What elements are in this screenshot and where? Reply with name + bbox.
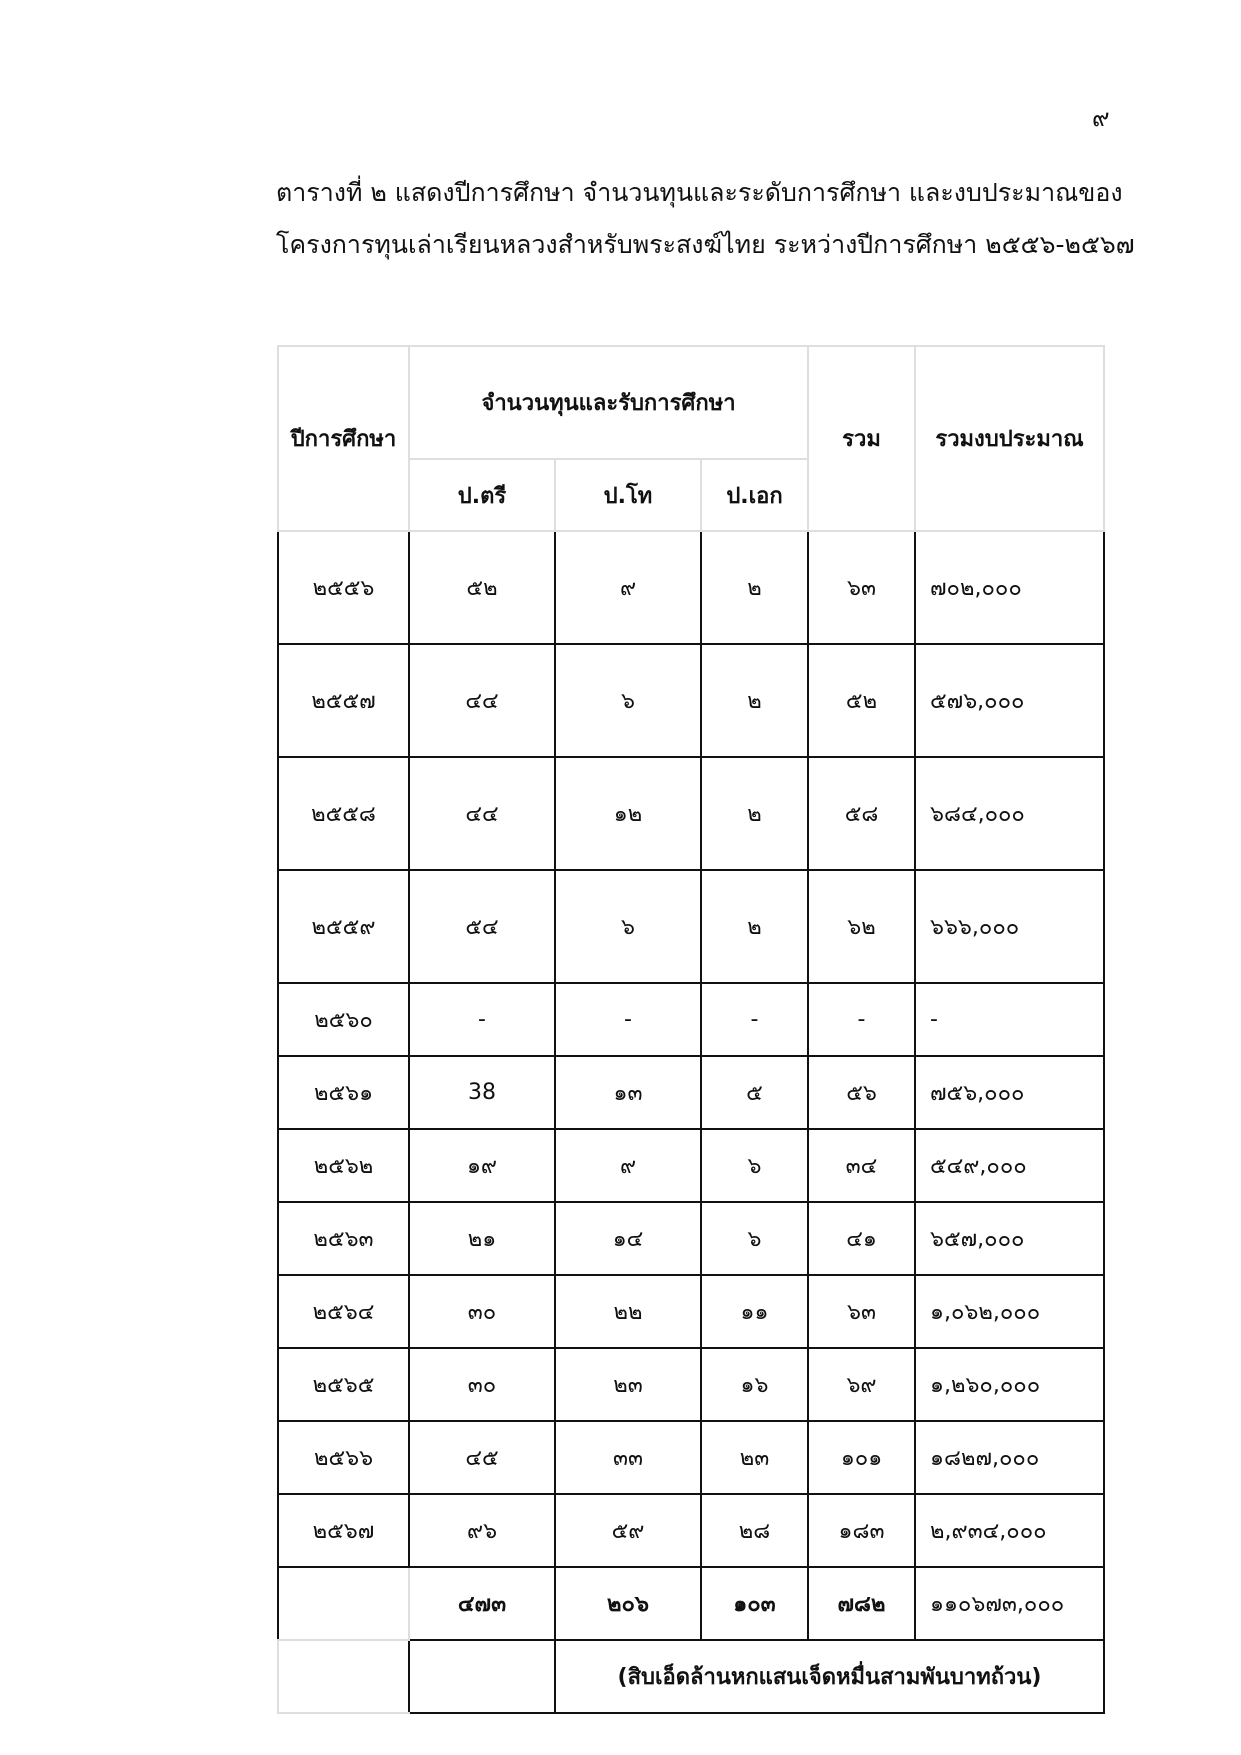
table-row [278, 757, 1104, 870]
cell-budget: ๕๗๖,๐๐๐ [915, 644, 1104, 757]
cell-bachelor: ๔๔ [409, 757, 555, 870]
total-total: ๗๘๒ [808, 1567, 915, 1640]
totals-row [278, 1567, 1104, 1640]
cell-year: ๒๕๖๑ [278, 1056, 409, 1129]
total-budget: ๑๑๐๖๗๓,๐๐๐ [915, 1567, 1104, 1640]
header-row [278, 346, 1104, 459]
cell-master: ๖ [555, 644, 701, 757]
amount-in-words: (สิบเอ็ดล้านหกแสนเจ็ดหมื่นสามพันบาทถ้วน) [555, 1640, 1104, 1713]
table-row [278, 1494, 1104, 1567]
cell-bachelor: ๓๐ [409, 1275, 555, 1348]
total-master: ๒๐๖ [555, 1567, 701, 1640]
table-caption [276, 167, 1135, 271]
cell-budget: ๗๐๒,๐๐๐ [915, 531, 1104, 644]
cell-total: ๖๒ [808, 870, 915, 983]
cell-total: ๕๖ [808, 1056, 915, 1129]
cell-budget: ๖๘๔,๐๐๐ [915, 757, 1104, 870]
cell-year: ๒๕๕๗ [278, 644, 409, 757]
cell-doctor: ๕ [701, 1056, 808, 1129]
cell-total: ๑๘๓ [808, 1494, 915, 1567]
cell-total: ๖๓ [808, 531, 915, 644]
cell-doctor: ๖ [701, 1129, 808, 1202]
cell-doctor: ๑๖ [701, 1348, 808, 1421]
cell-budget: ๑,๒๖๐,๐๐๐ [915, 1348, 1104, 1421]
total-bachelor: ๔๗๓ [409, 1567, 555, 1640]
total-doctor: ๑๐๓ [701, 1567, 808, 1640]
cell-budget: ๗๕๖,๐๐๐ [915, 1056, 1104, 1129]
table-row [278, 1348, 1104, 1421]
cell-bachelor: - [409, 983, 555, 1056]
cell-bachelor: ๕๔ [409, 870, 555, 983]
header-scholarship-group: จำนวนทุนและรับการศึกษา [409, 346, 808, 459]
table-row [278, 870, 1104, 983]
cell-year: ๒๕๖๗ [278, 1494, 409, 1567]
cell-total: ๖๙ [808, 1348, 915, 1421]
cell-budget: ๖๖๖,๐๐๐ [915, 870, 1104, 983]
scholarship-budget-table [277, 345, 1105, 1714]
cell-master: ๙ [555, 531, 701, 644]
cell-total: ๕๘ [808, 757, 915, 870]
cell-master: ๒๒ [555, 1275, 701, 1348]
cell-total: ๔๑ [808, 1202, 915, 1275]
cell-bachelor: ๙๖ [409, 1494, 555, 1567]
cell-year: ๒๕๕๖ [278, 531, 409, 644]
table-row [278, 531, 1104, 644]
cell-master: - [555, 983, 701, 1056]
cell-master: ๙ [555, 1129, 701, 1202]
table-row [278, 1202, 1104, 1275]
cell-bachelor: ๒๑ [409, 1202, 555, 1275]
cell-budget: ๑๘๒๗,๐๐๐ [915, 1421, 1104, 1494]
cell-master: ๓๓ [555, 1421, 701, 1494]
cell-doctor: ๑๑ [701, 1275, 808, 1348]
cell-budget: ๖๕๗,๐๐๐ [915, 1202, 1104, 1275]
cell-bachelor: 38 [409, 1056, 555, 1129]
words-empty [409, 1640, 555, 1713]
cell-master: ๑๒ [555, 757, 701, 870]
cell-budget: ๕๔๙,๐๐๐ [915, 1129, 1104, 1202]
cell-doctor: ๒ [701, 870, 808, 983]
table-row [278, 983, 1104, 1056]
cell-master: ๑๔ [555, 1202, 701, 1275]
cell-year: ๒๕๖๐ [278, 983, 409, 1056]
cell-doctor: ๒๓ [701, 1421, 808, 1494]
cell-total: ๕๒ [808, 644, 915, 757]
totals-year-empty [278, 1567, 409, 1640]
cell-doctor: ๒๘ [701, 1494, 808, 1567]
cell-year: ๒๕๕๙ [278, 870, 409, 983]
cell-budget: ๒,๙๓๔,๐๐๐ [915, 1494, 1104, 1567]
cell-total: ๓๔ [808, 1129, 915, 1202]
cell-bachelor: ๑๙ [409, 1129, 555, 1202]
caption-line-1: ตารางที่ ๒ แสดงปีการศึกษา จำนวนทุนและระดับการศึกษา และงบประมาณของ [276, 178, 1123, 207]
cell-doctor: ๒ [701, 757, 808, 870]
cell-doctor: ๒ [701, 531, 808, 644]
header-total: รวม [808, 346, 915, 531]
header-doctor: ป.เอก [701, 459, 808, 531]
cell-master: ๖ [555, 870, 701, 983]
cell-year: ๒๕๖๕ [278, 1348, 409, 1421]
cell-year: ๒๕๖๓ [278, 1202, 409, 1275]
words-year-empty [278, 1640, 409, 1713]
table-row [278, 1129, 1104, 1202]
cell-year: ๒๕๕๘ [278, 757, 409, 870]
cell-doctor: ๒ [701, 644, 808, 757]
words-row [278, 1640, 1104, 1713]
cell-bachelor: ๓๐ [409, 1348, 555, 1421]
cell-master: ๕๙ [555, 1494, 701, 1567]
cell-budget: ๑,๐๖๒,๐๐๐ [915, 1275, 1104, 1348]
cell-total: - [808, 983, 915, 1056]
cell-master: ๑๓ [555, 1056, 701, 1129]
cell-year: ๒๕๖๖ [278, 1421, 409, 1494]
header-budget: รวมงบประมาณ [915, 346, 1104, 531]
cell-total: ๖๓ [808, 1275, 915, 1348]
cell-bachelor: ๕๒ [409, 531, 555, 644]
caption-line-2: โครงการทุนเล่าเรียนหลวงสำหรับพระสงฆ์ไทย ระหว่างปีการศึกษา ๒๕๕๖-๒๕๖๗ [276, 230, 1135, 259]
header-year: ปีการศึกษา [278, 346, 409, 531]
header-master: ป.โท [555, 459, 701, 531]
cell-budget: - [915, 983, 1104, 1056]
cell-bachelor: ๔๔ [409, 644, 555, 757]
cell-total: ๑๐๑ [808, 1421, 915, 1494]
cell-doctor: - [701, 983, 808, 1056]
cell-year: ๒๕๖๒ [278, 1129, 409, 1202]
cell-year: ๒๕๖๔ [278, 1275, 409, 1348]
cell-bachelor: ๔๕ [409, 1421, 555, 1494]
cell-doctor: ๖ [701, 1202, 808, 1275]
header-bachelor: ป.ตรี [409, 459, 555, 531]
table-row [278, 1056, 1104, 1129]
cell-master: ๒๓ [555, 1348, 701, 1421]
table-row [278, 644, 1104, 757]
table-row [278, 1275, 1104, 1348]
table-row [278, 1421, 1104, 1494]
page-number: ๙ [1092, 104, 1110, 132]
